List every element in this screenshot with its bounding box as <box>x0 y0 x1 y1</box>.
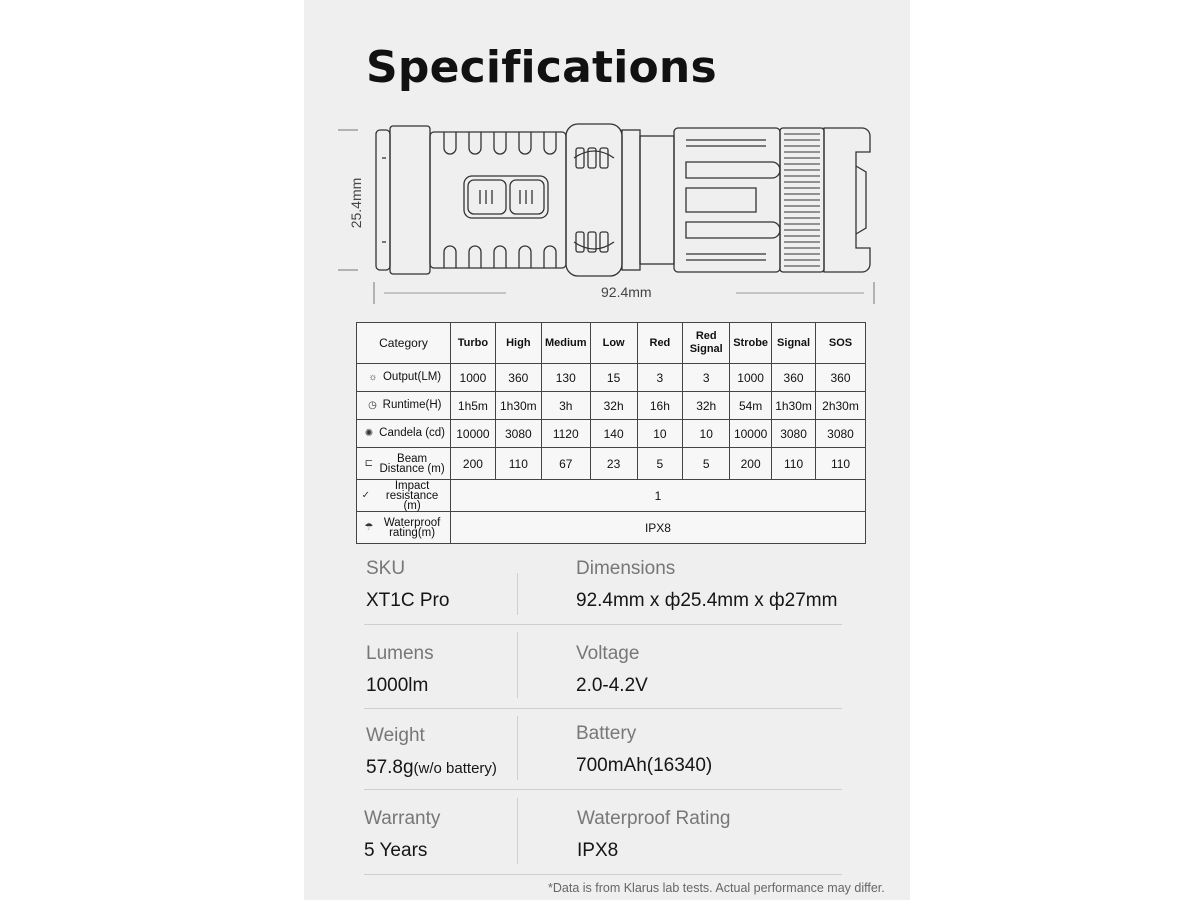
row-header: ☼ Output(LM) <box>357 364 451 392</box>
height-dimension-label: 25.4mm <box>348 177 364 229</box>
lumens-value: 1000lm <box>366 675 429 696</box>
table-row <box>357 392 866 420</box>
page-title: Specifications <box>366 42 717 93</box>
length-dimension-label: 92.4mm <box>601 284 652 300</box>
table-cell: 1h30m <box>495 392 541 420</box>
column-divider <box>517 632 518 698</box>
table-cell: 10000 <box>730 420 772 448</box>
battery-value: 700mAh(16340) <box>576 755 713 776</box>
table-row <box>357 420 866 448</box>
table-cell: 10000 <box>450 420 495 448</box>
weight-note: (w/o battery) <box>413 760 497 777</box>
waterproof-rating-label: Waterproof Rating <box>577 808 731 829</box>
table-cell: 3 <box>637 364 683 392</box>
waterproof-icon: ☂ <box>364 522 374 533</box>
table-cell: 1h5m <box>450 392 495 420</box>
column-divider <box>517 716 518 780</box>
row-header: ✺ Candela (cd) <box>357 420 451 448</box>
column-header: Red Signal <box>683 323 730 364</box>
table-cell: 360 <box>816 364 866 392</box>
table-cell: 15 <box>590 364 637 392</box>
dimensions-value: 92.4mm x ф25.4mm x ф27mm <box>576 590 838 611</box>
sku-label: SKU <box>366 558 406 579</box>
flashlight-drawing <box>334 118 894 308</box>
column-divider <box>517 798 518 864</box>
beam-icon: ⊏ <box>364 458 374 469</box>
table-cell: 3 <box>683 364 730 392</box>
row-divider <box>364 874 842 875</box>
warranty-value: 5 Years <box>364 840 428 861</box>
table-header-row <box>357 323 866 364</box>
table-cell: 54m <box>730 392 772 420</box>
row-header: ✓ Impact resistance (m) <box>357 480 451 512</box>
weight-label: Weight <box>366 725 425 746</box>
footnote: *Data is from Klarus lab tests. Actual performance may differ. <box>548 881 885 895</box>
table-cell: 32h <box>590 392 637 420</box>
mode-spec-table <box>356 322 866 544</box>
spec-sheet-panel <box>304 0 910 900</box>
table-row <box>357 512 866 544</box>
row-header: ◷ Runtime(H) <box>357 392 451 420</box>
row-header: ⊏ Beam Distance (m) <box>357 448 451 480</box>
table-cell: 5 <box>637 448 683 480</box>
warranty-label: Warranty <box>364 808 441 829</box>
table-cell: IPX8 <box>450 512 865 544</box>
table-cell: 110 <box>495 448 541 480</box>
table-row <box>357 364 866 392</box>
table-cell: 10 <box>637 420 683 448</box>
column-header: Medium <box>541 323 590 364</box>
sku-value: XT1C Pro <box>366 590 450 611</box>
table-cell: 200 <box>730 448 772 480</box>
table-cell: 2h30m <box>816 392 866 420</box>
table-cell: 3080 <box>495 420 541 448</box>
column-header: SOS <box>816 323 866 364</box>
check-icon: ✓ <box>361 490 371 501</box>
battery-label: Battery <box>576 723 637 744</box>
table-cell: 67 <box>541 448 590 480</box>
table-cell: 110 <box>816 448 866 480</box>
row-divider <box>364 624 842 625</box>
table-row <box>357 480 866 512</box>
table-cell: 360 <box>495 364 541 392</box>
lumens-label: Lumens <box>366 643 434 664</box>
table-cell: 3080 <box>772 420 816 448</box>
table-row <box>357 448 866 480</box>
row-divider <box>364 789 842 790</box>
table-cell: 130 <box>541 364 590 392</box>
clock-icon: ◷ <box>368 399 377 411</box>
weight-value: 57.8g(w/o battery) <box>366 757 497 778</box>
dimensions-label: Dimensions <box>576 558 676 579</box>
table-cell: 200 <box>450 448 495 480</box>
table-cell: 1000 <box>450 364 495 392</box>
column-header: Turbo <box>450 323 495 364</box>
column-header: High <box>495 323 541 364</box>
table-cell: 1000 <box>730 364 772 392</box>
waterproof-rating-value: IPX8 <box>577 840 619 861</box>
table-cell: 1h30m <box>772 392 816 420</box>
column-header: Strobe <box>730 323 772 364</box>
table-cell: 10 <box>683 420 730 448</box>
column-header: Signal <box>772 323 816 364</box>
table-cell: 140 <box>590 420 637 448</box>
table-cell: 3080 <box>816 420 866 448</box>
voltage-label: Voltage <box>576 643 640 664</box>
table-cell: 3h <box>541 392 590 420</box>
table-cell: 23 <box>590 448 637 480</box>
column-header: Low <box>590 323 637 364</box>
table-cell: 5 <box>683 448 730 480</box>
row-header: ☂ Waterproof rating(m) <box>357 512 451 544</box>
table-cell: 110 <box>772 448 816 480</box>
candela-icon: ✺ <box>364 427 374 439</box>
table-cell: 360 <box>772 364 816 392</box>
table-cell: 16h <box>637 392 683 420</box>
column-header: Red <box>637 323 683 364</box>
column-header: Category <box>357 323 451 364</box>
output-icon: ☼ <box>368 371 378 383</box>
column-divider <box>517 573 518 615</box>
table-cell: 1 <box>450 480 865 512</box>
table-cell: 1120 <box>541 420 590 448</box>
table-cell: 32h <box>683 392 730 420</box>
row-divider <box>364 708 842 709</box>
voltage-value: 2.0-4.2V <box>576 675 648 696</box>
